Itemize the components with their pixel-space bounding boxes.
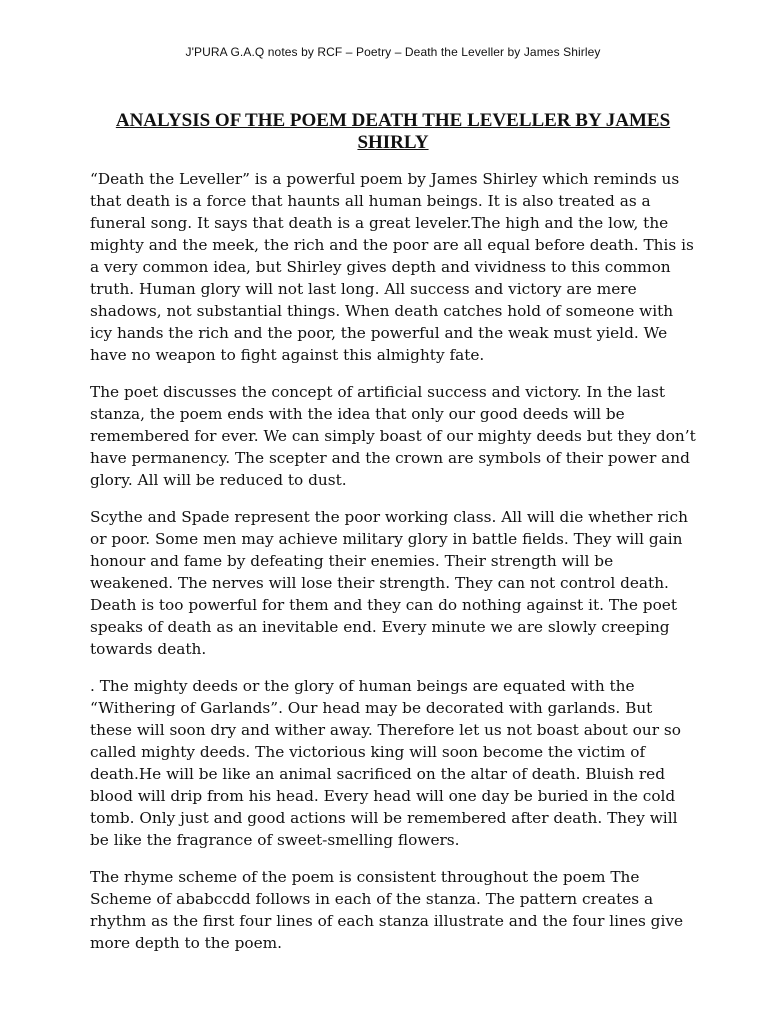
paragraph-1: “Death the Leveller” is a powerful poem by James Shirley which reminds us that death is a force that haunts all human beings. It is also treated as a funeral song. It says that death is a great leveler.The high and the low, the mighty and the meek, the rich and the poor are all equal before death. This is a very common idea, but Shirley gives depth and vividness to this common truth. Human glory will not last long. All success and victory are mere shadows, not substantial things. When death catches hold of someone with icy hands the rich and the poor, the powerful and the weak must yield. We have no weapon to fight against this almighty fate. xyxy=(90,170,694,364)
running-header: J'PURA G.A.Q notes by RCF – Poetry – Death the Leveller by James Shirley xyxy=(185,45,601,59)
document-body xyxy=(90,168,696,954)
paragraph-4: . The mighty deeds or the glory of human beings are equated with the “Withering of Garlands”. Our head may be decorated with garlands. But these will soon dry and wither away. Therefore let us not boast about our so called mighty deeds. The victorious king will soon become the victim of death.He will be like an animal sacrificed on the altar of death. Bluish red blood will drip from his head. Every head will one day be buried in the cold tomb. Only just and good actions will be remembered after death. They will be like the fragrance of sweet-smelling flowers. xyxy=(90,677,681,849)
paragraph-5: The rhyme scheme of the poem is consistent throughout the poem The Scheme of ababccdd follows in each of the stanza. The pattern creates a rhythm as the first four lines of each stanza illustrate and the four lines give more depth to the poem. xyxy=(90,868,684,952)
paragraph-3: Scythe and Spade represent the poor working class. All will die whether rich or poor. Some men may achieve military glory in battle fields. They will gain honour and fame by defeating their enemies. Their strength will be weakened. The nerves will lose their strength. They can not control death. Death is too powerful for them and they can do nothing against it. The poet speaks of death as an inevitable end. Every minute we are slowly creeping towards death. xyxy=(90,508,688,658)
document-title: ANALYSIS OF THE POEM DEATH THE LEVELLER BY JAMES SHIRLY xyxy=(115,110,671,153)
paragraph-2: The poet discusses the concept of artificial success and victory. In the last stanza, the poem ends with the idea that only our good deeds will be remembered for ever. We can simply boast of our mighty deeds but they don’t have permanency. The scepter and the crown are symbols of their power and glory. All will be reduced to dust. xyxy=(90,383,696,489)
